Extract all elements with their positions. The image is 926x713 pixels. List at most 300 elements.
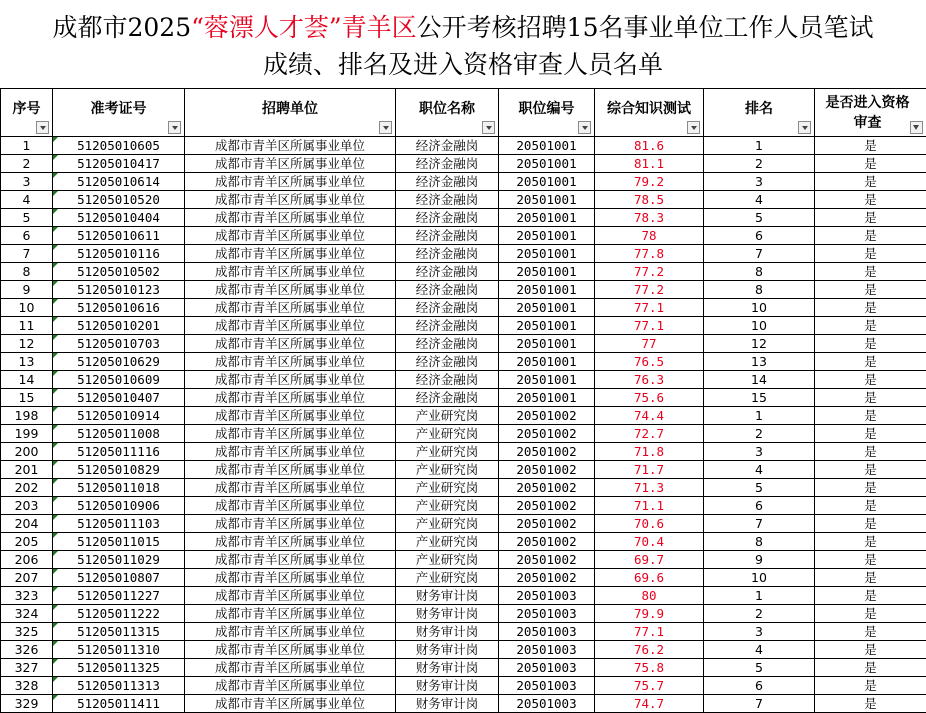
- cell-score[interactable]: 75.8: [595, 659, 704, 677]
- cell-employer[interactable]: 成都市青羊区所属事业单位: [185, 605, 396, 623]
- table-row: [1, 587, 926, 605]
- cell-index[interactable]: 323: [1, 587, 53, 605]
- cell-position-code[interactable]: 20501001: [499, 371, 595, 389]
- cell-position-name[interactable]: 经济金融岗: [396, 263, 499, 281]
- cell-index[interactable]: 200: [1, 443, 53, 461]
- cell-position-code[interactable]: 20501001: [499, 173, 595, 191]
- cell-qualified[interactable]: 是: [815, 533, 926, 551]
- cell-index[interactable]: 1: [1, 137, 53, 155]
- table-row: [1, 425, 926, 443]
- cell-position-name[interactable]: 经济金融岗: [396, 245, 499, 263]
- cell-employer[interactable]: 成都市青羊区所属事业单位: [185, 281, 396, 299]
- cell-index[interactable]: 198: [1, 407, 53, 425]
- cell-score[interactable]: 77.2: [595, 263, 704, 281]
- cell-index[interactable]: 206: [1, 551, 53, 569]
- cell-position-name[interactable]: 产业研究岗: [396, 425, 499, 443]
- cell-employer[interactable]: 成都市青羊区所属事业单位: [185, 659, 396, 677]
- table-row: [1, 227, 926, 245]
- cell-employer[interactable]: 成都市青羊区所属事业单位: [185, 551, 396, 569]
- cell-exam-id[interactable]: 51205010609: [53, 371, 185, 389]
- cell-exam-id[interactable]: 51205010605: [53, 137, 185, 155]
- cell-position-name[interactable]: 产业研究岗: [396, 569, 499, 587]
- cell-qualified[interactable]: 是: [815, 443, 926, 461]
- cell-rank[interactable]: 8: [704, 263, 815, 281]
- cell-index[interactable]: 15: [1, 389, 53, 407]
- cell-position-name[interactable]: 经济金融岗: [396, 389, 499, 407]
- table-row: [1, 551, 926, 569]
- cell-rank[interactable]: 5: [704, 659, 815, 677]
- cell-index[interactable]: 205: [1, 533, 53, 551]
- cell-exam-id[interactable]: 51205011029: [53, 551, 185, 569]
- cell-position-name[interactable]: 经济金融岗: [396, 155, 499, 173]
- table-row: [1, 209, 926, 227]
- cell-index[interactable]: 6: [1, 227, 53, 245]
- cell-score[interactable]: 77.1: [595, 299, 704, 317]
- cell-position-name[interactable]: 财务审计岗: [396, 677, 499, 695]
- cell-position-code[interactable]: 20501003: [499, 605, 595, 623]
- cell-position-code[interactable]: 20501002: [499, 533, 595, 551]
- cell-position-code[interactable]: 20501002: [499, 497, 595, 515]
- cell-position-name[interactable]: 经济金融岗: [396, 191, 499, 209]
- cell-position-code[interactable]: 20501001: [499, 353, 595, 371]
- cell-position-code[interactable]: 20501001: [499, 227, 595, 245]
- cell-score[interactable]: 74.4: [595, 407, 704, 425]
- cell-index[interactable]: 8: [1, 263, 53, 281]
- cell-position-code[interactable]: 20501001: [499, 245, 595, 263]
- cell-position-name[interactable]: 产业研究岗: [396, 443, 499, 461]
- cell-index[interactable]: 201: [1, 461, 53, 479]
- filter-dropdown-icon[interactable]: [379, 121, 392, 134]
- cell-position-code[interactable]: 20501003: [499, 641, 595, 659]
- cell-employer[interactable]: 成都市青羊区所属事业单位: [185, 641, 396, 659]
- cell-qualified[interactable]: 是: [815, 137, 926, 155]
- cell-qualified[interactable]: 是: [815, 371, 926, 389]
- table-body: [1, 137, 926, 713]
- cell-rank[interactable]: 10: [704, 569, 815, 587]
- cell-index[interactable]: 12: [1, 335, 53, 353]
- cell-position-name[interactable]: 财务审计岗: [396, 659, 499, 677]
- filter-dropdown-icon[interactable]: [36, 121, 49, 134]
- cell-qualified[interactable]: 是: [815, 425, 926, 443]
- cell-qualified[interactable]: 是: [815, 695, 926, 713]
- cell-qualified[interactable]: 是: [815, 317, 926, 335]
- cell-exam-id[interactable]: 51205010807: [53, 569, 185, 587]
- cell-position-name[interactable]: 产业研究岗: [396, 497, 499, 515]
- cell-index[interactable]: 328: [1, 677, 53, 695]
- cell-position-name[interactable]: 产业研究岗: [396, 533, 499, 551]
- cell-position-code[interactable]: 20501002: [499, 407, 595, 425]
- cell-exam-id[interactable]: 51205010520: [53, 191, 185, 209]
- table-row: [1, 605, 926, 623]
- cell-position-name[interactable]: 经济金融岗: [396, 317, 499, 335]
- cell-position-code[interactable]: 20501001: [499, 155, 595, 173]
- cell-qualified[interactable]: 是: [815, 389, 926, 407]
- cell-score[interactable]: 77.1: [595, 317, 704, 335]
- cell-exam-id[interactable]: 51205011411: [53, 695, 185, 713]
- title-highlight: “蓉漂人才荟”青羊区: [191, 13, 417, 42]
- cell-rank[interactable]: 8: [704, 533, 815, 551]
- table-row: [1, 389, 926, 407]
- cell-index[interactable]: 2: [1, 155, 53, 173]
- cell-score[interactable]: 69.7: [595, 551, 704, 569]
- cell-employer[interactable]: 成都市青羊区所属事业单位: [185, 155, 396, 173]
- cell-employer[interactable]: 成都市青羊区所属事业单位: [185, 695, 396, 713]
- cell-qualified[interactable]: 是: [815, 155, 926, 173]
- table-row: [1, 335, 926, 353]
- cell-employer[interactable]: 成都市青羊区所属事业单位: [185, 569, 396, 587]
- table-row: [1, 677, 926, 695]
- cell-qualified[interactable]: 是: [815, 461, 926, 479]
- table-row: [1, 407, 926, 425]
- cell-exam-id[interactable]: 51205010914: [53, 407, 185, 425]
- cell-index[interactable]: 7: [1, 245, 53, 263]
- filter-dropdown-icon[interactable]: [798, 121, 811, 134]
- table-row: [1, 299, 926, 317]
- cell-position-code[interactable]: 20501003: [499, 587, 595, 605]
- cell-position-name[interactable]: 经济金融岗: [396, 371, 499, 389]
- cell-position-name[interactable]: 产业研究岗: [396, 551, 499, 569]
- cell-score[interactable]: 75.7: [595, 677, 704, 695]
- cell-rank[interactable]: 9: [704, 551, 815, 569]
- cell-score[interactable]: 79.2: [595, 173, 704, 191]
- table-row: [1, 497, 926, 515]
- cell-score[interactable]: 77: [595, 335, 704, 353]
- table-row: [1, 281, 926, 299]
- cell-position-name[interactable]: 财务审计岗: [396, 623, 499, 641]
- cell-score[interactable]: 71.3: [595, 479, 704, 497]
- cell-employer[interactable]: 成都市青羊区所属事业单位: [185, 425, 396, 443]
- cell-exam-id[interactable]: 51205010404: [53, 209, 185, 227]
- cell-position-code[interactable]: 20501003: [499, 695, 595, 713]
- cell-qualified[interactable]: 是: [815, 497, 926, 515]
- cell-exam-id[interactable]: 51205010417: [53, 155, 185, 173]
- cell-rank[interactable]: 4: [704, 641, 815, 659]
- cell-score[interactable]: 77.8: [595, 245, 704, 263]
- cell-qualified[interactable]: 是: [815, 587, 926, 605]
- cell-qualified[interactable]: 是: [815, 353, 926, 371]
- cell-exam-id[interactable]: 51205011227: [53, 587, 185, 605]
- cell-position-name[interactable]: 经济金融岗: [396, 299, 499, 317]
- cell-qualified[interactable]: 是: [815, 515, 926, 533]
- cell-qualified[interactable]: 是: [815, 623, 926, 641]
- cell-position-code[interactable]: 20501001: [499, 335, 595, 353]
- cell-exam-id[interactable]: 51205011325: [53, 659, 185, 677]
- cell-score[interactable]: 79.9: [595, 605, 704, 623]
- cell-position-name[interactable]: 经济金融岗: [396, 281, 499, 299]
- cell-score[interactable]: 81.1: [595, 155, 704, 173]
- cell-position-name[interactable]: 财务审计岗: [396, 695, 499, 713]
- cell-position-name[interactable]: 经济金融岗: [396, 173, 499, 191]
- cell-position-name[interactable]: 财务审计岗: [396, 587, 499, 605]
- cell-qualified[interactable]: 是: [815, 245, 926, 263]
- cell-employer[interactable]: 成都市青羊区所属事业单位: [185, 515, 396, 533]
- cell-exam-id[interactable]: 51205010407: [53, 389, 185, 407]
- cell-qualified[interactable]: 是: [815, 335, 926, 353]
- cell-score[interactable]: 77.2: [595, 281, 704, 299]
- cell-exam-id[interactable]: 51205011015: [53, 533, 185, 551]
- cell-index[interactable]: 14: [1, 371, 53, 389]
- cell-qualified[interactable]: 是: [815, 659, 926, 677]
- col-header-rank: 排名: [704, 89, 815, 137]
- cell-index[interactable]: 207: [1, 569, 53, 587]
- cell-position-code[interactable]: 20501002: [499, 479, 595, 497]
- cell-employer[interactable]: 成都市青羊区所属事业单位: [185, 299, 396, 317]
- cell-score[interactable]: 78: [595, 227, 704, 245]
- cell-rank[interactable]: 3: [704, 623, 815, 641]
- cell-employer[interactable]: 成都市青羊区所属事业单位: [185, 677, 396, 695]
- cell-position-code[interactable]: 20501002: [499, 461, 595, 479]
- cell-position-code[interactable]: 20501001: [499, 137, 595, 155]
- cell-score[interactable]: 76.3: [595, 371, 704, 389]
- table-row: [1, 479, 926, 497]
- page-title: [0, 0, 926, 88]
- cell-score[interactable]: 76.5: [595, 353, 704, 371]
- cell-rank[interactable]: 6: [704, 677, 815, 695]
- cell-index[interactable]: 327: [1, 659, 53, 677]
- cell-qualified[interactable]: 是: [815, 479, 926, 497]
- cell-score[interactable]: 71.8: [595, 443, 704, 461]
- cell-qualified[interactable]: 是: [815, 605, 926, 623]
- cell-position-name[interactable]: 经济金融岗: [396, 227, 499, 245]
- cell-rank[interactable]: 3: [704, 173, 815, 191]
- cell-qualified[interactable]: 是: [815, 209, 926, 227]
- cell-position-code[interactable]: 20501001: [499, 317, 595, 335]
- cell-exam-id[interactable]: 51205010616: [53, 299, 185, 317]
- cell-score[interactable]: 78.3: [595, 209, 704, 227]
- cell-index[interactable]: 13: [1, 353, 53, 371]
- cell-qualified[interactable]: 是: [815, 263, 926, 281]
- cell-index[interactable]: 202: [1, 479, 53, 497]
- cell-exam-id[interactable]: 51205010629: [53, 353, 185, 371]
- col-header-exam-id: 准考证号: [53, 89, 185, 137]
- cell-employer[interactable]: 成都市青羊区所属事业单位: [185, 443, 396, 461]
- cell-exam-id[interactable]: 51205010829: [53, 461, 185, 479]
- cell-index[interactable]: 325: [1, 623, 53, 641]
- table-row: [1, 173, 926, 191]
- cell-rank[interactable]: 12: [704, 335, 815, 353]
- cell-index[interactable]: 11: [1, 317, 53, 335]
- cell-employer[interactable]: 成都市青羊区所属事业单位: [185, 335, 396, 353]
- cell-employer[interactable]: 成都市青羊区所属事业单位: [185, 533, 396, 551]
- cell-position-code[interactable]: 20501002: [499, 551, 595, 569]
- cell-qualified[interactable]: 是: [815, 569, 926, 587]
- cell-rank[interactable]: 3: [704, 443, 815, 461]
- table-row: [1, 155, 926, 173]
- cell-rank[interactable]: 10: [704, 299, 815, 317]
- cell-employer[interactable]: 成都市青羊区所属事业单位: [185, 263, 396, 281]
- cell-score[interactable]: 71.1: [595, 497, 704, 515]
- cell-rank[interactable]: 1: [704, 137, 815, 155]
- cell-qualified[interactable]: 是: [815, 407, 926, 425]
- cell-position-name[interactable]: 产业研究岗: [396, 407, 499, 425]
- cell-position-code[interactable]: 20501001: [499, 209, 595, 227]
- cell-employer[interactable]: 成都市青羊区所属事业单位: [185, 479, 396, 497]
- table-row: [1, 695, 926, 713]
- cell-index[interactable]: 3: [1, 173, 53, 191]
- cell-position-name[interactable]: 产业研究岗: [396, 515, 499, 533]
- filter-active-icon[interactable]: [910, 121, 923, 134]
- cell-index[interactable]: 203: [1, 497, 53, 515]
- table-row: [1, 623, 926, 641]
- cell-exam-id[interactable]: 51205011313: [53, 677, 185, 695]
- filter-dropdown-icon[interactable]: [482, 121, 495, 134]
- cell-rank[interactable]: 5: [704, 209, 815, 227]
- cell-employer[interactable]: 成都市青羊区所属事业单位: [185, 137, 396, 155]
- cell-position-name[interactable]: 财务审计岗: [396, 641, 499, 659]
- cell-exam-id[interactable]: 51205011103: [53, 515, 185, 533]
- cell-employer[interactable]: 成都市青羊区所属事业单位: [185, 227, 396, 245]
- cell-rank[interactable]: 15: [704, 389, 815, 407]
- cell-qualified[interactable]: 是: [815, 173, 926, 191]
- cell-index[interactable]: 329: [1, 695, 53, 713]
- table-row: [1, 245, 926, 263]
- cell-exam-id[interactable]: 51205010614: [53, 173, 185, 191]
- cell-rank[interactable]: 6: [704, 497, 815, 515]
- cell-employer[interactable]: 成都市青羊区所属事业单位: [185, 461, 396, 479]
- cell-position-name[interactable]: 经济金融岗: [396, 209, 499, 227]
- cell-position-code[interactable]: 20501002: [499, 425, 595, 443]
- cell-qualified[interactable]: 是: [815, 551, 926, 569]
- table-row: [1, 533, 926, 551]
- cell-rank[interactable]: 1: [704, 587, 815, 605]
- cell-score[interactable]: 78.5: [595, 191, 704, 209]
- cell-position-code[interactable]: 20501003: [499, 677, 595, 695]
- cell-rank[interactable]: 2: [704, 155, 815, 173]
- col-header-qualified: 是否进入资格审查: [815, 89, 926, 137]
- cell-exam-id[interactable]: 51205011018: [53, 479, 185, 497]
- cell-index[interactable]: 10: [1, 299, 53, 317]
- cell-position-name[interactable]: 财务审计岗: [396, 605, 499, 623]
- cell-rank[interactable]: 7: [704, 245, 815, 263]
- cell-position-code[interactable]: 20501003: [499, 659, 595, 677]
- cell-position-code[interactable]: 20501001: [499, 389, 595, 407]
- cell-exam-id[interactable]: 51205011315: [53, 623, 185, 641]
- cell-employer[interactable]: 成都市青羊区所属事业单位: [185, 389, 396, 407]
- cell-exam-id[interactable]: 51205010906: [53, 497, 185, 515]
- cell-position-code[interactable]: 20501001: [499, 263, 595, 281]
- cell-score[interactable]: 70.6: [595, 515, 704, 533]
- table-row: [1, 443, 926, 461]
- cell-exam-id[interactable]: 51205010611: [53, 227, 185, 245]
- cell-qualified[interactable]: 是: [815, 299, 926, 317]
- cell-employer[interactable]: 成都市青羊区所属事业单位: [185, 191, 396, 209]
- cell-exam-id[interactable]: 51205010201: [53, 317, 185, 335]
- cell-exam-id[interactable]: 51205011222: [53, 605, 185, 623]
- cell-position-code[interactable]: 20501003: [499, 623, 595, 641]
- cell-rank[interactable]: 14: [704, 371, 815, 389]
- cell-rank[interactable]: 1: [704, 407, 815, 425]
- cell-qualified[interactable]: 是: [815, 641, 926, 659]
- cell-rank[interactable]: 13: [704, 353, 815, 371]
- cell-index[interactable]: 326: [1, 641, 53, 659]
- cell-score[interactable]: 74.7: [595, 695, 704, 713]
- cell-index[interactable]: 4: [1, 191, 53, 209]
- table-row: [1, 191, 926, 209]
- cell-index[interactable]: 324: [1, 605, 53, 623]
- title-line-1: [0, 9, 926, 47]
- cell-score[interactable]: 77.1: [595, 623, 704, 641]
- cell-index[interactable]: 9: [1, 281, 53, 299]
- cell-index[interactable]: 204: [1, 515, 53, 533]
- cell-employer[interactable]: 成都市青羊区所属事业单位: [185, 587, 396, 605]
- cell-position-code[interactable]: 20501002: [499, 569, 595, 587]
- cell-position-name[interactable]: 产业研究岗: [396, 461, 499, 479]
- cell-exam-id[interactable]: 51205011008: [53, 425, 185, 443]
- cell-rank[interactable]: 5: [704, 479, 815, 497]
- cell-position-code[interactable]: 20501001: [499, 281, 595, 299]
- col-header-position-code: 职位编号: [499, 89, 595, 137]
- cell-rank[interactable]: 2: [704, 425, 815, 443]
- cell-score[interactable]: 81.6: [595, 137, 704, 155]
- cell-rank[interactable]: 2: [704, 605, 815, 623]
- cell-qualified[interactable]: 是: [815, 191, 926, 209]
- cell-exam-id[interactable]: 51205011116: [53, 443, 185, 461]
- cell-score[interactable]: 70.4: [595, 533, 704, 551]
- title-line-2: 成绩、排名及进入资格审查人员名单: [262, 50, 663, 79]
- cell-score[interactable]: 76.2: [595, 641, 704, 659]
- cell-qualified[interactable]: 是: [815, 281, 926, 299]
- filter-dropdown-icon[interactable]: [578, 121, 591, 134]
- cell-position-name[interactable]: 经济金融岗: [396, 335, 499, 353]
- cell-employer[interactable]: 成都市青羊区所属事业单位: [185, 245, 396, 263]
- table-row: [1, 317, 926, 335]
- cell-employer[interactable]: 成都市青羊区所属事业单位: [185, 497, 396, 515]
- cell-rank[interactable]: 8: [704, 281, 815, 299]
- cell-exam-id[interactable]: 51205010703: [53, 335, 185, 353]
- cell-qualified[interactable]: 是: [815, 677, 926, 695]
- cell-rank[interactable]: 7: [704, 515, 815, 533]
- cell-position-code[interactable]: 20501001: [499, 191, 595, 209]
- cell-score[interactable]: 69.6: [595, 569, 704, 587]
- cell-position-code[interactable]: 20501001: [499, 299, 595, 317]
- title-part-c: 公开考核招聘15名事业单位工作人员笔试: [416, 13, 874, 42]
- cell-score[interactable]: 80: [595, 587, 704, 605]
- cell-score[interactable]: 75.6: [595, 389, 704, 407]
- cell-index[interactable]: 5: [1, 209, 53, 227]
- cell-employer[interactable]: 成都市青羊区所属事业单位: [185, 407, 396, 425]
- cell-position-name[interactable]: 经济金融岗: [396, 137, 499, 155]
- cell-exam-id[interactable]: 51205010502: [53, 263, 185, 281]
- cell-employer[interactable]: 成都市青羊区所属事业单位: [185, 209, 396, 227]
- cell-position-name[interactable]: 产业研究岗: [396, 479, 499, 497]
- header-row: [1, 89, 926, 137]
- cell-exam-id[interactable]: 51205010123: [53, 281, 185, 299]
- cell-employer[interactable]: 成都市青羊区所属事业单位: [185, 353, 396, 371]
- cell-exam-id[interactable]: 51205011310: [53, 641, 185, 659]
- cell-rank[interactable]: 4: [704, 461, 815, 479]
- cell-index[interactable]: 199: [1, 425, 53, 443]
- filter-dropdown-icon[interactable]: [168, 121, 181, 134]
- cell-employer[interactable]: 成都市青羊区所属事业单位: [185, 173, 396, 191]
- filter-dropdown-icon[interactable]: [687, 121, 700, 134]
- cell-employer[interactable]: 成都市青羊区所属事业单位: [185, 623, 396, 641]
- cell-rank[interactable]: 7: [704, 695, 815, 713]
- cell-position-code[interactable]: 20501002: [499, 515, 595, 533]
- col-header-index: 序号: [1, 89, 53, 137]
- cell-rank[interactable]: 10: [704, 317, 815, 335]
- cell-exam-id[interactable]: 51205010116: [53, 245, 185, 263]
- cell-position-code[interactable]: 20501002: [499, 443, 595, 461]
- cell-employer[interactable]: 成都市青羊区所属事业单位: [185, 317, 396, 335]
- cell-qualified[interactable]: 是: [815, 227, 926, 245]
- cell-position-name[interactable]: 经济金融岗: [396, 353, 499, 371]
- cell-score[interactable]: 71.7: [595, 461, 704, 479]
- cell-employer[interactable]: 成都市青羊区所属事业单位: [185, 371, 396, 389]
- cell-rank[interactable]: 4: [704, 191, 815, 209]
- cell-score[interactable]: 72.7: [595, 425, 704, 443]
- table-row: [1, 371, 926, 389]
- cell-rank[interactable]: 6: [704, 227, 815, 245]
